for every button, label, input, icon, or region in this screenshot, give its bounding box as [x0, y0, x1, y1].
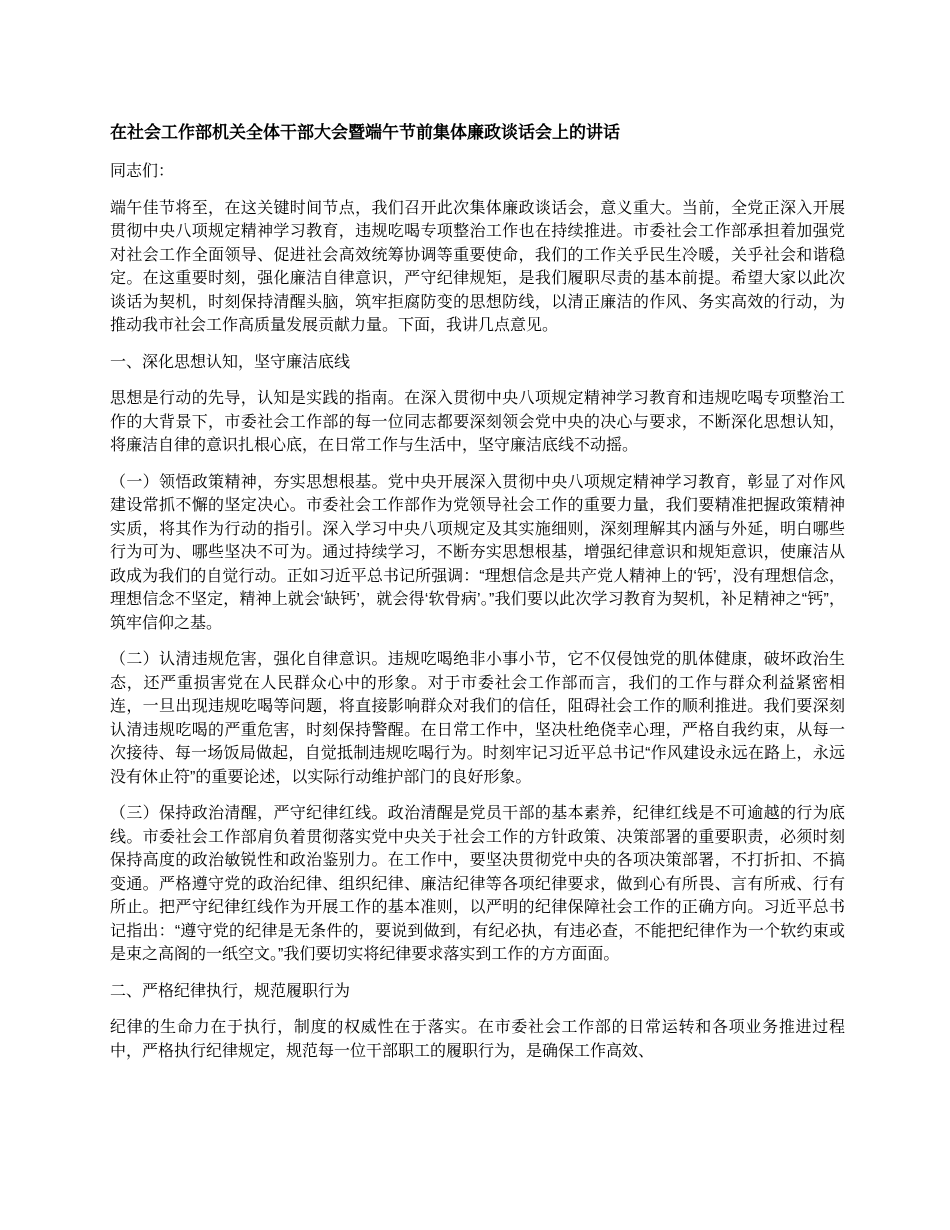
paragraph-body-5: （二）认清违规危害，强化自律意识。违规吃喝绝非小事小节，它不仅侵蚀党的肌体健康，破坏政治生态，还严重损害党在人民群众心中的形象。对于市委社会工作部而言，我们的工作与群众利益紧密相连，一旦出现违规吃喝等问题，将直接影响群众对我们的信任，阻碍社会工作的顺利推进。我们要深刻认清违规吃喝的严重危害，时刻保持警醒。在日常工作中，坚决杜绝侥幸心理，严格自我约束，从每一次接待、每一场饭局做起，自觉抵制违规吃喝行为。时刻牢记习近平总书记“作风建设永远在路上，永远没有休止符”的重要论述，以实际行动维护部门的良好形象。 — [110, 651, 845, 786]
paragraph-salutation-0: 同志们： — [110, 163, 175, 180]
paragraph-section-heading-7: 二、严格纪律执行，规范履职行为 — [110, 982, 351, 1000]
document-title: 在社会工作部机关全体干部大会暨端午节前集体廉政谈话会上的讲话 — [110, 123, 620, 142]
paragraph-body-4: （一）领悟政策精神，夯实思想根基。党中央开展深入贯彻中央八项规定精神学习教育，彰显了对作风建设常抓不懈的坚定决心。市委社会工作部作为党领导社会工作的重要力量，我们要精准把握政策精神实质，将其作为行动的指引。深入学习中央八项规定及其实施细则，深刻理解其内涵与外延，明白哪些行为可为、哪些坚决不可为。通过持续学习，不断夯实思想根基，增强纪律意识和规矩意识，使廉洁从政成为我们的自觉行动。正如习近平总书记所强调：“理想信念是共产党人精神上的‘钙’，没有理想信念，理想信念不坚定，精神上就会‘缺钙’，就会得‘软骨病’。”我们要以此次学习教育为契机，补足精神之“钙”，筑牢信仰之基。 — [110, 473, 845, 632]
paragraph-body-3: 思想是行动的先导，认知是实践的指南。在深入贯彻中央八项规定精神学习教育和违规吃喝专项整治工作的大背景下，市委社会工作部的每一位同志都要深刻领会党中央的决心与要求，不断深化思想认知，将廉洁自律的意识扎根心底，在日常工作与生活中，坚守廉洁底线不动摇。 — [110, 390, 845, 454]
paragraph-body-8: 纪律的生命力在于执行，制度的权威性在于落实。在市委社会工作部的日常运转和各项业务推进过程中，严格执行纪律规定，规范每一位干部职工的履职行为，是确保工作高效、 — [110, 1019, 845, 1060]
paragraph-body-6: （三）保持政治清醒，严守纪律红线。政治清醒是党员干部的基本素养，纪律红线是不可逾越的行为底线。市委社会工作部肩负着贯彻落实党中央关于社会工作的方针政策、决策部署的重要职责，必须时刻保持高度的政治敏锐性和政治鉴别力。在工作中，要坚决贯彻党中央的各项决策部署，不打折扣、不搞变通。严格遵守党的政治纪律、组织纪律、廉洁纪律等各项纪律要求，做到心有所畏、言有所戒、行有所止。把严守纪律红线作为开展工作的基本准则，以严明的纪律保障社会工作的正确方向。习近平总书记指出：“遵守党的纪律是无条件的，要说到做到，有纪必执，有违必查，不能把纪律作为一个软约束或是束之高阁的一纸空文。”我们要切实将纪律要求落实到工作的方方面面。 — [110, 805, 845, 963]
document-body — [110, 160, 845, 1063]
paragraph-body-1: 端午佳节将至，在这关键时间节点，我们召开此次集体廉政谈话会，意义重大。当前，全党正深入开展贯彻中央八项规定精神学习教育，违规吃喝专项整治工作也在持续推进。市委社会工作部承担着加强党对社会工作全面领导、促进社会高效统筹协调等重要使命，我们的工作关乎民生冷暖，关乎社会和谐稳定。在这重要时刻，强化廉洁自律意识，严守纪律规矩，是我们履职尽责的基本前提。希望大家以此次谈话为契机，时刻保持清醒头脑，筑牢拒腐防变的思想防线，以清正廉洁的作风、务实高效的行动，为推动我市社会工作高质量发展贡献力量。下面，我讲几点意见。 — [110, 199, 845, 334]
paragraph-section-heading-2: 一、深化思想认知，坚守廉洁底线 — [110, 353, 351, 371]
